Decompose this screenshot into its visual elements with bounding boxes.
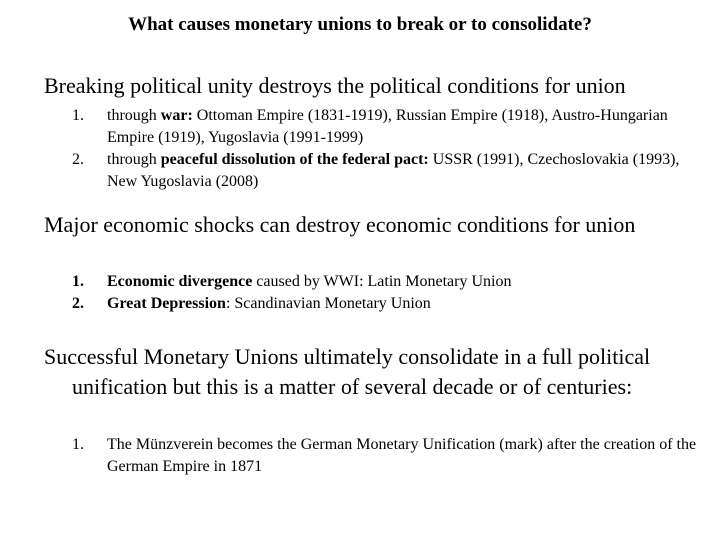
list-item xyxy=(72,293,712,315)
item-number: 1. xyxy=(72,273,84,290)
item-number: 1. xyxy=(72,107,84,124)
item-number: 1. xyxy=(72,436,84,453)
item-text xyxy=(107,149,712,193)
item-text xyxy=(107,293,712,315)
list-item xyxy=(72,434,712,478)
item-number: 2. xyxy=(72,295,84,312)
text-pre: through xyxy=(107,151,161,168)
slide-title: What causes monetary unions to break or to consolidate? xyxy=(128,14,592,35)
bullet-political-unity: Breaking political unity destroys the political conditions for union xyxy=(44,73,626,98)
text-bold: peaceful dissolution of the federal pact: xyxy=(160,151,429,168)
text-bold: Great Depression xyxy=(107,295,226,312)
list-item xyxy=(72,149,712,193)
text-post: caused by WWI: Latin Monetary Union xyxy=(252,273,512,290)
item-text xyxy=(107,105,712,149)
text-post: USSR (1991), Czechoslovakia (1993), New Yugoslavia (2008) xyxy=(107,151,680,190)
text-pre: The Münzverein becomes the German Monetary Unification (mark) after the creation of the German Empire in 1871 xyxy=(107,436,697,475)
text-post: : Scandinavian Monetary Union xyxy=(225,295,431,312)
sublist-economic xyxy=(72,271,712,315)
item-text xyxy=(107,271,712,293)
text-post: Ottoman Empire (1831-1919), Russian Empire (1918), Austro-Hungarian Empire (1919), Yugoslavia (1991-1999) xyxy=(107,107,668,146)
list-item xyxy=(72,105,712,149)
bullet-consolidation: Successful Monetary Unions ultimately consolidate in a full political unification but this is a matter of several decade or of centuries: xyxy=(44,344,651,399)
item-number: 2. xyxy=(72,151,84,168)
item-text xyxy=(107,434,712,478)
sublist-consolidation xyxy=(72,434,712,478)
sublist-political xyxy=(72,105,712,193)
bullet-economic-shocks: Major economic shocks can destroy economic conditions for union xyxy=(44,212,636,237)
text-pre: through xyxy=(107,107,161,124)
list-item xyxy=(72,271,712,293)
text-bold: war: xyxy=(160,107,193,124)
text-bold: Economic divergence xyxy=(107,273,253,290)
